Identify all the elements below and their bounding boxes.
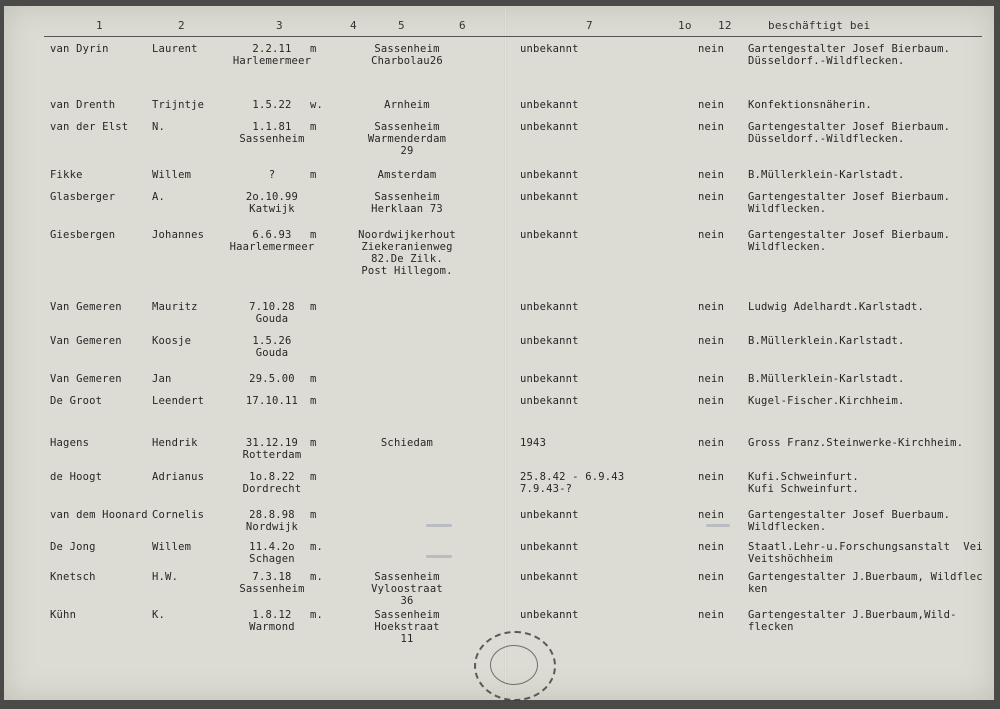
archive-stamp (474, 631, 556, 701)
row-3-address: Sassenheim Warmenderdam 29 (367, 121, 447, 157)
row-16-employer: Gartengestalter J.Buerbaum,Wild- flecken (748, 609, 957, 633)
row-13-flag: nein (698, 509, 725, 521)
row-7-sex: m (310, 301, 317, 313)
row-3-surname: van der Elst (50, 121, 129, 133)
row-16-surname: Kühn (50, 609, 77, 621)
row-2-address: Arnheim (384, 99, 430, 111)
row-13-given: Cornelis (152, 509, 205, 521)
ink-smudge (706, 524, 730, 527)
row-10-given: Leendert (152, 395, 205, 407)
row-1-status: unbekannt (520, 43, 579, 55)
row-14-status: unbekannt (520, 541, 579, 553)
row-13-born: 28.8.98 Nordwijk (245, 509, 299, 533)
row-15-given: H.W. (152, 571, 179, 583)
row-15-surname: Knetsch (50, 571, 96, 583)
row-5-given: A. (152, 191, 166, 203)
row-14-born: 11.4.2o Schagen (249, 541, 295, 565)
row-8-employer: B.Müllerklein.Karlstadt. (748, 335, 905, 347)
row-12-born: 1o.8.22 Dordrecht (242, 471, 302, 495)
row-10-employer: Kugel-Fischer.Kirchheim. (748, 395, 905, 407)
row-1-flag: nein (698, 43, 725, 55)
row-14-sex: m. (310, 541, 324, 553)
row-5-employer: Gartengestalter Josef Bierbaum. Wildflecken. (748, 191, 951, 215)
row-12-given: Adrianus (152, 471, 205, 483)
row-3-given: N. (152, 121, 166, 133)
row-6-born: 6.6.93 Haarlemermeer (229, 229, 315, 253)
row-5-status: unbekannt (520, 191, 579, 203)
row-15-flag: nein (698, 571, 725, 583)
row-11-surname: Hagens (50, 437, 90, 449)
row-5-address: Sassenheim Herklaan 73 (371, 191, 443, 215)
row-4-born: ? (268, 169, 276, 181)
row-12-sex: m (310, 471, 317, 483)
row-2-flag: nein (698, 99, 725, 111)
row-1-given: Laurent (152, 43, 198, 55)
row-9-status: unbekannt (520, 373, 579, 385)
row-15-employer: Gartengestalter J.Buerbaum, Wildflec ken (748, 571, 983, 595)
row-10-status: unbekannt (520, 395, 579, 407)
row-12-status: 25.8.42 - 6.9.43 7.9.43-? (520, 471, 625, 495)
row-4-sex: m (310, 169, 317, 181)
row-4-status: unbekannt (520, 169, 579, 181)
row-2-sex: w. (310, 99, 324, 111)
row-5-flag: nein (698, 191, 725, 203)
row-15-address: Sassenheim Vyloostraat 36 (371, 571, 443, 607)
row-3-status: unbekannt (520, 121, 579, 133)
row-11-given: Hendrik (152, 437, 198, 449)
row-15-born: 7.3.18 Sassenheim (239, 571, 305, 595)
row-4-surname: Fikke (50, 169, 83, 181)
row-7-born: 7.10.28 Gouda (249, 301, 295, 325)
row-13-employer: Gartengestalter Josef Buerbaum. Wildflecken. (748, 509, 951, 533)
row-6-employer: Gartengestalter Josef Bierbaum. Wildflecken. (748, 229, 951, 253)
row-11-sex: m (310, 437, 317, 449)
row-2-surname: van Drenth (50, 99, 116, 111)
ink-smudge (426, 524, 452, 527)
row-11-born: 31.12.19 Rotterdam (242, 437, 302, 461)
row-14-flag: nein (698, 541, 725, 553)
row-8-status: unbekannt (520, 335, 579, 347)
header-col-7: 7 (586, 19, 593, 32)
row-8-born: 1.5.26 Gouda (252, 335, 292, 359)
row-7-employer: Ludwig Adelhardt.Karlstadt. (748, 301, 925, 313)
row-1-sex: m (310, 43, 317, 55)
row-9-born: 29.5.00 (249, 373, 295, 385)
row-14-employer: Staatl.Lehr-u.Forschungsanstalt Vei Veitshöchheim (748, 541, 983, 565)
header-col-12: 12 (718, 19, 732, 32)
row-8-surname: Van Gemeren (50, 335, 122, 347)
document-page (4, 6, 994, 700)
row-2-born: 1.5.22 (252, 99, 292, 111)
row-7-surname: Van Gemeren (50, 301, 122, 313)
row-2-given: Trijntje (152, 99, 205, 111)
row-3-born: 1.1.81 Sassenheim (239, 121, 305, 145)
row-8-flag: nein (698, 335, 725, 347)
row-1-surname: van Dyrin (50, 43, 109, 55)
row-6-status: unbekannt (520, 229, 579, 241)
row-9-flag: nein (698, 373, 725, 385)
row-3-sex: m (310, 121, 317, 133)
row-16-status: unbekannt (520, 609, 579, 621)
row-6-surname: Giesbergen (50, 229, 116, 241)
row-11-address: Schiedam (380, 437, 434, 449)
row-16-given: K. (152, 609, 166, 621)
row-11-status: 1943 (520, 437, 547, 449)
row-12-flag: nein (698, 471, 725, 483)
header-col-10: 1o (678, 19, 692, 32)
row-9-employer: B.Müllerklein-Karlstadt. (748, 373, 905, 385)
row-14-surname: De Jong (50, 541, 96, 553)
header-col-4: 4 (350, 19, 357, 32)
row-3-employer: Gartengestalter Josef Bierbaum. Düsseldorf.-Wildflecken. (748, 121, 951, 145)
header-employer: beschäftigt bei (768, 19, 871, 32)
row-16-address: Sassenheim Hoekstraat 11 (374, 609, 440, 645)
row-16-born: 1.8.12 Warmond (249, 609, 295, 633)
row-10-surname: De Groot (50, 395, 103, 407)
row-6-flag: nein (698, 229, 725, 241)
row-5-surname: Glasberger (50, 191, 116, 203)
row-3-flag: nein (698, 121, 725, 133)
row-15-sex: m. (310, 571, 324, 583)
row-7-given: Mauritz (152, 301, 198, 313)
row-6-given: Johannes (152, 229, 205, 241)
row-1-address: Sassenheim Charbolau26 (371, 43, 443, 67)
row-16-flag: nein (698, 609, 725, 621)
row-14-given: Willem (152, 541, 192, 553)
row-11-employer: Gross Franz.Steinwerke-Kirchheim. (748, 437, 964, 449)
row-13-surname: van dem Hoonard (50, 509, 148, 521)
row-15-status: unbekannt (520, 571, 579, 583)
row-2-employer: Konfektionsnäherin. (748, 99, 872, 111)
archive-stamp-inner (490, 645, 538, 685)
row-13-status: unbekannt (520, 509, 579, 521)
row-4-given: Willem (152, 169, 192, 181)
row-13-sex: m (310, 509, 317, 521)
row-9-given: Jan (152, 373, 172, 385)
row-2-status: unbekannt (520, 99, 579, 111)
row-6-address: Noordwijkerhout Ziekeranienweg 82.De Zilk. Post Hillegom. (358, 229, 456, 277)
header-col-5: 5 (398, 19, 405, 32)
row-4-flag: nein (698, 169, 725, 181)
row-8-given: Koosje (152, 335, 192, 347)
row-5-born: 2o.10.99 Katwijk (245, 191, 299, 215)
row-12-surname: de Hoogt (50, 471, 103, 483)
row-9-surname: Van Gemeren (50, 373, 122, 385)
page-fold (504, 6, 507, 700)
row-4-address: Amsterdam (377, 169, 437, 181)
header-rule (44, 36, 982, 37)
row-4-employer: B.Müllerklein-Karlstadt. (748, 169, 905, 181)
row-9-sex: m (310, 373, 317, 385)
row-7-status: unbekannt (520, 301, 579, 313)
row-10-flag: nein (698, 395, 725, 407)
row-12-employer: Kufi.Schweinfurt. Kufi Schweinfurt. (748, 471, 859, 495)
row-16-sex: m. (310, 609, 324, 621)
header-col-1: 1 (96, 19, 103, 32)
ink-smudge (426, 555, 452, 558)
header-col-2: 2 (178, 19, 185, 32)
row-6-sex: m (310, 229, 317, 241)
header-col-3: 3 (276, 19, 283, 32)
row-1-employer: Gartengestalter Josef Bierbaum. Düsseldorf.-Wildflecken. (748, 43, 951, 67)
row-1-born: 2.2.11 Harlemermeer (232, 43, 312, 67)
header-col-6: 6 (459, 19, 466, 32)
row-10-born: 17.10.11 (245, 395, 299, 407)
row-7-flag: nein (698, 301, 725, 313)
row-11-flag: nein (698, 437, 725, 449)
row-10-sex: m (310, 395, 317, 407)
